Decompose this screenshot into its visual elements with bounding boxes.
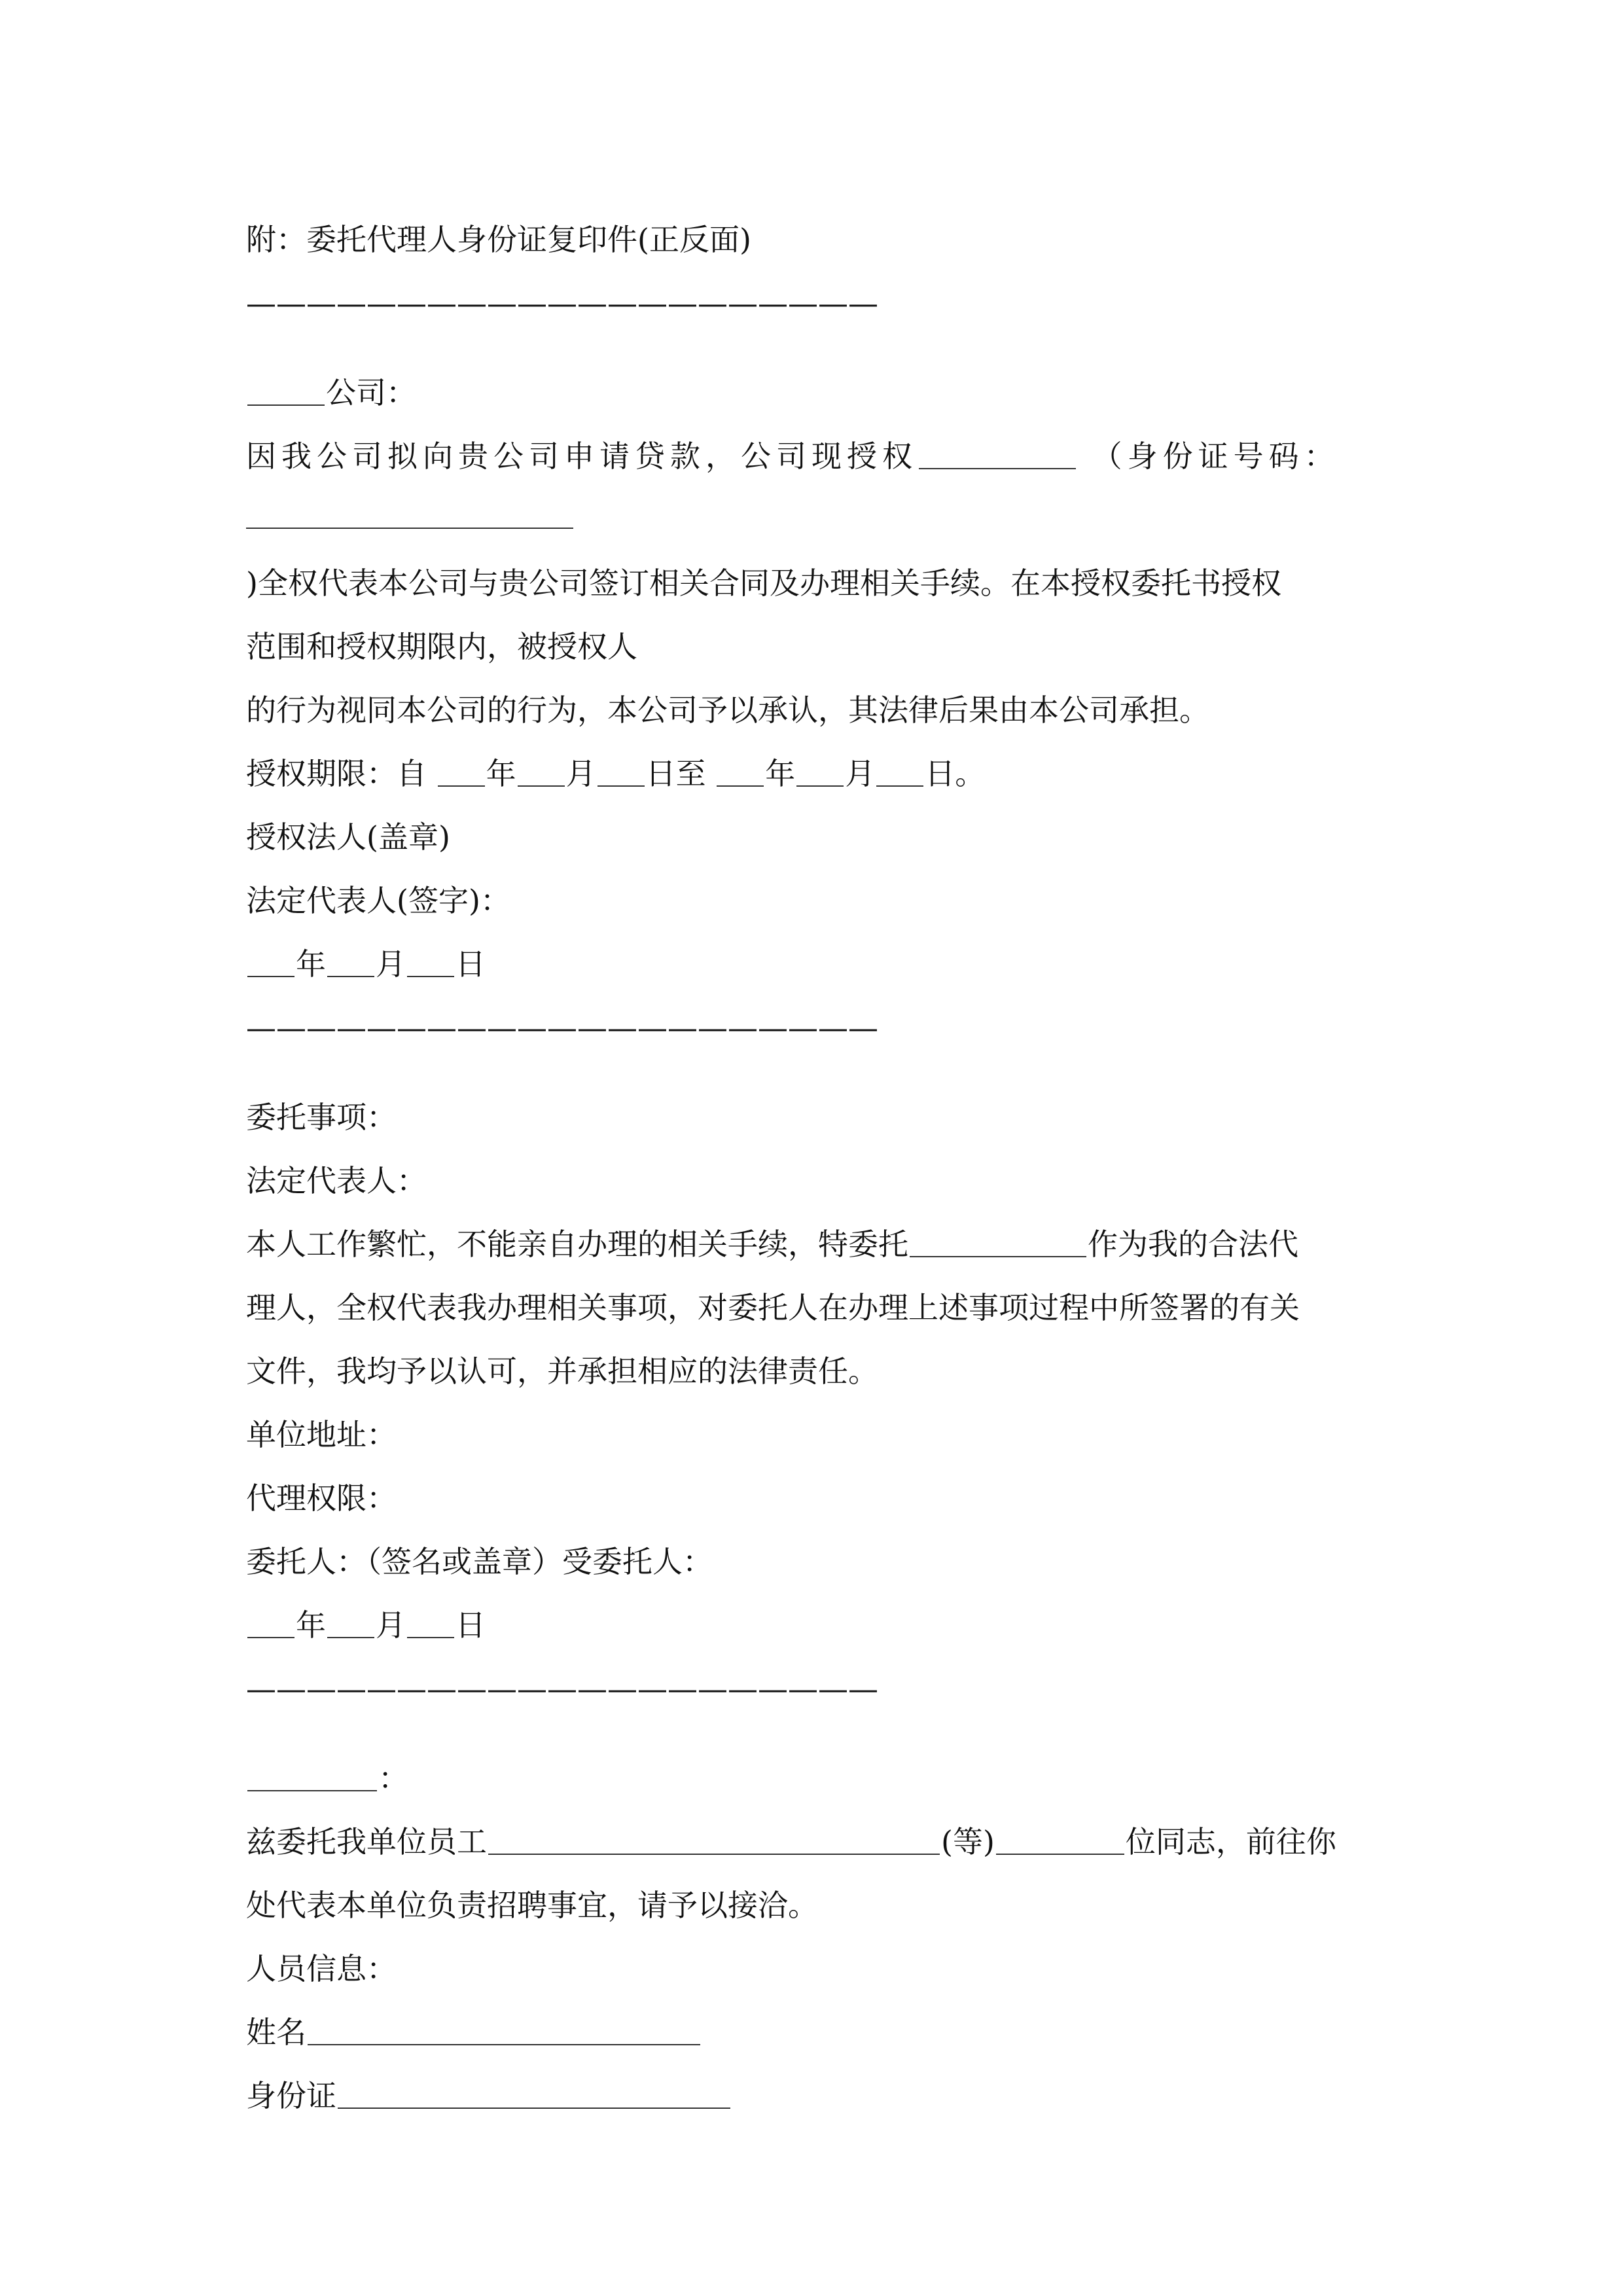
id-number-blank[interactable]: [246, 488, 1378, 552]
date2-month-blank[interactable]: [327, 1611, 374, 1638]
date1-year-blank[interactable]: [247, 950, 294, 977]
date-line-1: 年 月 日: [246, 933, 1378, 996]
loan-paragraph-line-1: 因我公司拟向贵公司申请贷款，公司现授权 （身份证号码：: [246, 439, 1340, 474]
name-field: 姓名: [246, 2001, 1378, 2064]
signers-line: 委托人：（签名或盖章）受委托人：: [246, 1544, 713, 1579]
loan-paragraph-line-2: )全权代表本公司与贵公司签订相关合同及办理相关手续。在本授权委托书授权: [246, 565, 1281, 601]
unit-address-label: 单位地址：: [246, 1417, 397, 1452]
authorization-period: 授权期限：自 年 月 日至 年 月 日。: [246, 756, 986, 791]
dash-rule: —————————————————————: [246, 1010, 878, 1045]
date-line-2: 年 月 日: [246, 1594, 1378, 1657]
employee-count-blank[interactable]: [996, 1827, 1124, 1855]
end-day-blank[interactable]: [876, 759, 923, 787]
agency-authority-label: 代理权限：: [246, 1480, 397, 1516]
recipient-blank[interactable]: [247, 1764, 377, 1791]
legal-person-seal: 授权法人(盖章): [246, 819, 450, 855]
end-year-blank[interactable]: [717, 759, 764, 787]
id-card-blank[interactable]: [338, 2081, 730, 2109]
start-day-blank[interactable]: [597, 759, 645, 787]
date2-year-blank[interactable]: [247, 1611, 294, 1638]
poa-paragraph-line-3: 文件，我均予以认可，并承担相应的法律责任。: [246, 1354, 878, 1389]
attachment-note: 附：委托代理人身份证复印件(正反面): [246, 222, 751, 257]
date1-month-blank[interactable]: [327, 950, 374, 977]
dash-rule: —————————————————————: [246, 1671, 878, 1706]
personnel-info-label: 人员信息：: [246, 1951, 397, 1986]
recruit-paragraph-line-1: 兹委托我单位员工 (等) 位同志，前往你: [246, 1824, 1336, 1859]
company-name-blank[interactable]: [247, 378, 325, 406]
legal-rep-signature: 法定代表人(签字)：: [246, 883, 510, 918]
document-body: [246, 208, 1378, 2128]
date1-day-blank[interactable]: [407, 950, 454, 977]
recipient-line: ：: [246, 1747, 1378, 1810]
start-month-blank[interactable]: [518, 759, 565, 787]
end-month-blank[interactable]: [796, 759, 844, 787]
loan-paragraph-line-3: 范围和授权期限内，被授权人: [246, 629, 637, 664]
company-addressee: 公司：: [246, 361, 1378, 425]
id-field: 身份证: [246, 2064, 1378, 2128]
legal-rep-label: 法定代表人：: [246, 1163, 427, 1198]
name-blank[interactable]: [308, 2018, 700, 2045]
dash-rule: —————————————————————: [246, 285, 878, 321]
poa-paragraph-line-2: 理人，全权代表我办理相关事项，对委托人在办理上述事项过程中所签署的有关: [246, 1290, 1300, 1325]
recruit-paragraph-line-2: 处代表本单位负责招聘事宜，请予以接洽。: [246, 1888, 818, 1923]
loan-paragraph-line-4: 的行为视同本公司的行为，本公司予以承认，其法律后果由本公司承担。: [246, 692, 1209, 728]
poa-paragraph-line-1: 本人工作繁忙，不能亲自办理的相关手续，特委托 作为我的合法代: [246, 1227, 1298, 1262]
employee-names-blank[interactable]: [488, 1827, 940, 1855]
matters-label: 委托事项：: [246, 1100, 397, 1135]
agent-name-blank[interactable]: [910, 1230, 1086, 1257]
start-year-blank[interactable]: [438, 759, 485, 787]
date2-day-blank[interactable]: [407, 1611, 454, 1638]
authorized-person-blank[interactable]: [919, 442, 1076, 469]
